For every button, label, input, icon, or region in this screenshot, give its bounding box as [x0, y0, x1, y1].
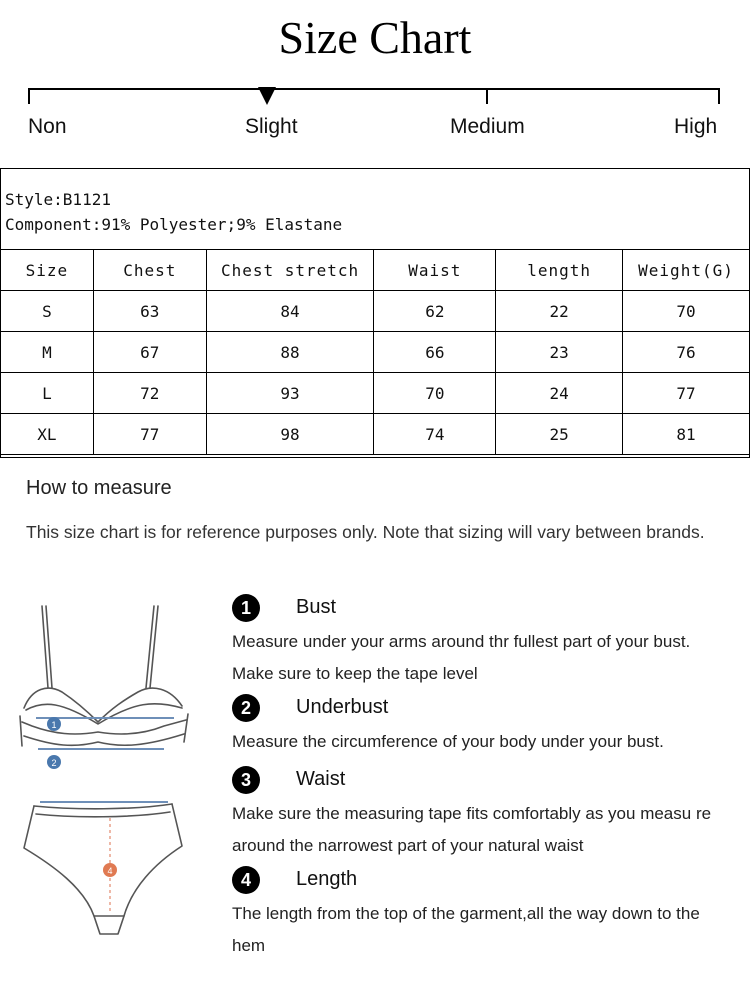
step-title: Bust — [296, 596, 337, 618]
svg-text:2: 2 — [51, 758, 57, 768]
marker-1 — [47, 717, 61, 731]
column-header: Size — [1, 250, 94, 291]
table-cell: 93 — [206, 373, 374, 414]
page-title: Size Chart — [278, 12, 472, 63]
stretch-label-slight: Slight — [245, 115, 298, 138]
product-info — [5, 187, 342, 237]
style-code: Style:B1121 — [5, 190, 111, 209]
table-cell: 88 — [206, 332, 374, 373]
column-header: Weight(G) — [623, 250, 750, 291]
table-cell: 22 — [496, 291, 623, 332]
table-cell: 25 — [496, 414, 623, 455]
table-cell: 72 — [93, 373, 206, 414]
table-cell: 70 — [374, 373, 496, 414]
column-header: length — [496, 250, 623, 291]
table-cell: 84 — [206, 291, 374, 332]
scale-tick-medium — [486, 88, 488, 104]
how-to-measure-heading: How to measure — [26, 477, 172, 499]
stretch-scale-bar — [30, 88, 720, 104]
number-2-icon: 2 — [232, 694, 260, 722]
column-header: Waist — [374, 250, 496, 291]
scale-tick-non — [28, 88, 30, 104]
table-cell: 62 — [374, 291, 496, 332]
svg-text:1: 1 — [51, 720, 57, 730]
table-cell: 98 — [206, 414, 374, 455]
number-1-icon: 1 — [232, 594, 260, 622]
table-cell: 74 — [374, 414, 496, 455]
step-description: Measure the circumference of your body under your bust. — [232, 732, 664, 751]
table-header-row — [1, 250, 750, 291]
table-row — [1, 332, 750, 373]
stretch-label-medium: Medium — [450, 115, 525, 138]
table-cell: XL — [1, 414, 94, 455]
stretch-label-high: High — [674, 115, 718, 138]
table-cell: 76 — [623, 332, 750, 373]
table-cell: 63 — [93, 291, 206, 332]
table-cell: 77 — [623, 373, 750, 414]
step-title: Length — [296, 868, 358, 890]
table-cell: 67 — [93, 332, 206, 373]
column-header: Chest stretch — [206, 250, 374, 291]
table-cell: 24 — [496, 373, 623, 414]
size-table — [0, 249, 750, 455]
spec-box — [0, 168, 750, 458]
step-title: Waist — [296, 768, 346, 790]
table-row — [1, 414, 750, 455]
fabric-composition: Component:91% Polyester;9% Elastane — [5, 215, 343, 234]
scale-tick-high — [718, 88, 720, 104]
number-4-icon: 4 — [232, 866, 260, 894]
step-description: Make sure the measuring tape fits comfortably as you measu re around the narrowest part of your natural waist — [232, 804, 712, 855]
table-cell: 70 — [623, 291, 750, 332]
stretch-level-marker-icon — [258, 87, 276, 105]
table-row — [1, 291, 750, 332]
reference-note: This size chart is for reference purposes only. Note that sizing will vary between brands. — [26, 522, 705, 542]
table-cell: L — [1, 373, 94, 414]
step-description: Measure under your arms around thr fullest part of your bust. Make sure to keep the tape level — [232, 632, 691, 683]
marker-2 — [47, 755, 61, 769]
bikini-measure-illustration — [14, 596, 204, 952]
table-cell: M — [1, 332, 94, 373]
table-cell: 77 — [93, 414, 206, 455]
number-3-icon: 3 — [232, 766, 260, 794]
table-row — [1, 373, 750, 414]
table-cell: 23 — [496, 332, 623, 373]
table-cell: S — [1, 291, 94, 332]
step-title: Underbust — [296, 696, 389, 718]
table-cell: 66 — [374, 332, 496, 373]
table-cell: 81 — [623, 414, 750, 455]
column-header: Chest — [93, 250, 206, 291]
svg-text:4: 4 — [107, 866, 113, 876]
marker-4 — [103, 863, 117, 877]
step-description: The length from the top of the garment,all the way down to the hem — [232, 904, 700, 955]
stretch-label-non: Non — [28, 115, 67, 138]
